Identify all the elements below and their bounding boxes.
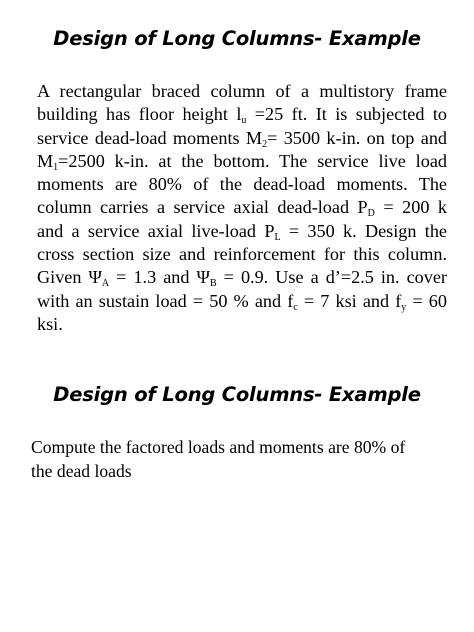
text-line: building has floor height $l_u =25$ ft. It is subjected to bbox=[37, 104, 447, 127]
text-line: $M_1=2500$ k-in. at the bottom. The service live load bbox=[37, 150, 447, 173]
text-line: column carries a service axial dead-load $P_D = 200$ k bbox=[37, 197, 447, 220]
text-line: and a service axial live-load $P_L = 350$ k. Design the bbox=[37, 220, 447, 243]
text-line: A rectangular braced column of a multistory frame bbox=[37, 81, 447, 101]
problem-statement bbox=[37, 80, 447, 336]
text-line: cross section size and reinforcement for this column. bbox=[37, 244, 447, 265]
text-line: ksi. bbox=[37, 313, 63, 334]
text-line: the dead loads bbox=[31, 460, 132, 481]
solution-step-text bbox=[31, 436, 451, 483]
text-line: Given $\Psi_A = 1.3$ and $\Psi_B = 0.9$. Use a d’=2.5 in. cover bbox=[37, 267, 447, 290]
slide-title: Design of Long Columns- Example bbox=[53, 27, 421, 50]
text-line: moments are 80% of the dead-load moments. The bbox=[37, 174, 447, 195]
text-line: Compute the factored loads and moments are 80% of bbox=[31, 437, 406, 457]
text-line: service dead-load moments $M_2= 3500$ k-in. on top and bbox=[37, 127, 448, 150]
text-line: with an sustain load = 50 % and $f_c = 7$ ksi and $f_y = 60$ bbox=[37, 290, 447, 313]
slide-title: Design of Long Columns- Example bbox=[53, 383, 421, 406]
